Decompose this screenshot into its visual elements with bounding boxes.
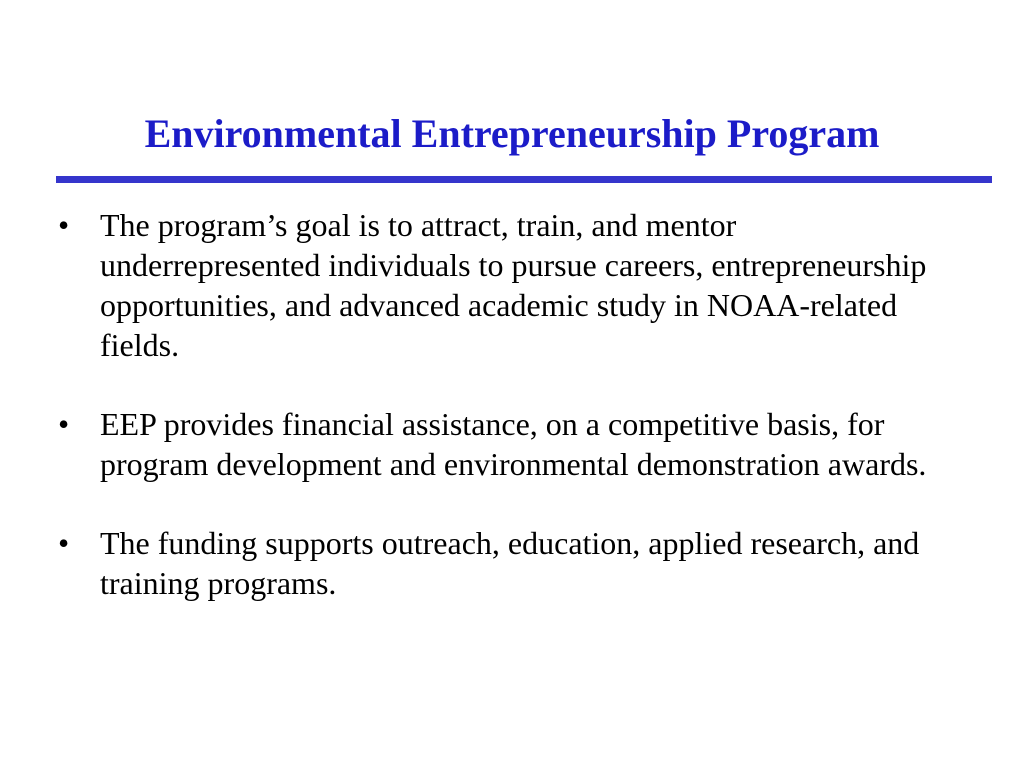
bullet-dot-icon: • bbox=[58, 406, 70, 442]
bullet-item bbox=[56, 523, 956, 603]
slide-title: Environmental Entrepreneurship Program bbox=[144, 111, 880, 156]
bullet-text: The funding supports outreach, education, applied research, and training programs. bbox=[100, 525, 920, 601]
bullet-text: EEP provides financial assistance, on a competitive basis, for program development and environmental demonstration awards. bbox=[100, 406, 927, 482]
bullet-item bbox=[56, 205, 956, 365]
bullet-item bbox=[56, 404, 956, 484]
bullet-list bbox=[56, 205, 956, 642]
bullet-dot-icon: • bbox=[58, 207, 70, 243]
title-divider bbox=[56, 176, 992, 183]
bullet-text: The program’s goal is to attract, train, and mentor underrepresented individuals to pursue careers, entrepreneurship opportunities, and advanced academic study in NOAA-related fields. bbox=[100, 207, 927, 363]
bullet-dot-icon: • bbox=[58, 525, 70, 561]
